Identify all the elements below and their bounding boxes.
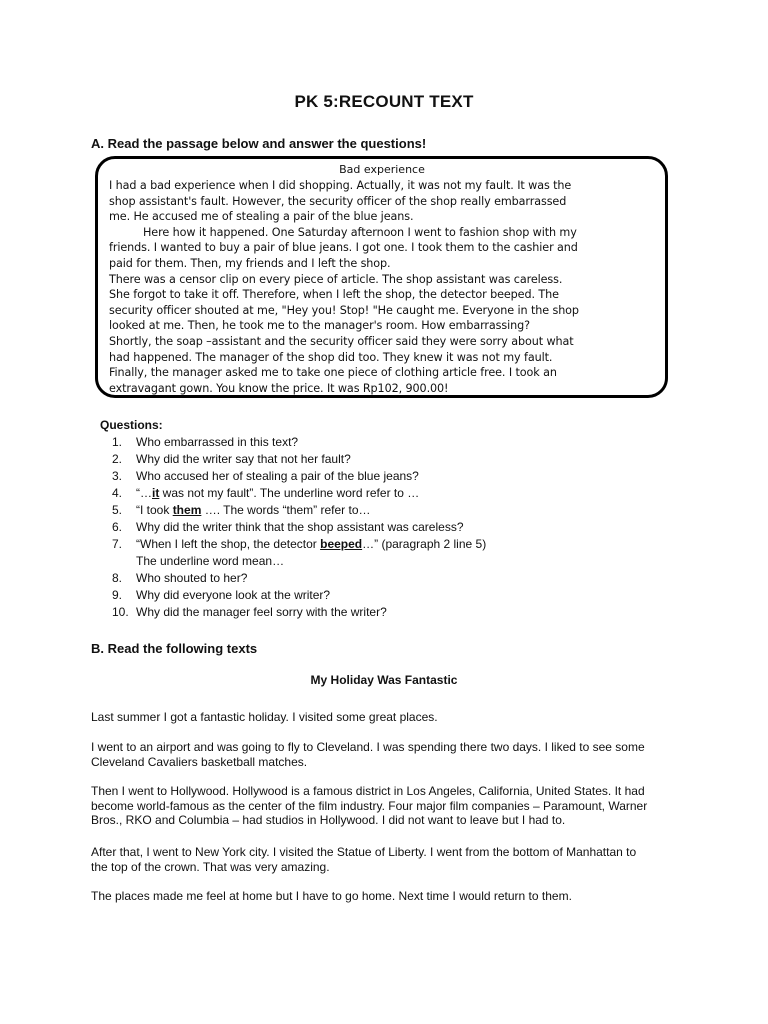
question-text-pre: “… bbox=[136, 486, 152, 500]
question-text: Who shouted to her? bbox=[136, 571, 248, 585]
question-item bbox=[112, 604, 486, 621]
paragraph-line: Then I went to Hollywood. Hollywood is a famous district in Los Angeles, California, United States. It had bbox=[91, 784, 645, 798]
paragraph-line: the top of the crown. That was very amazing. bbox=[91, 859, 330, 874]
story-paragraph bbox=[91, 740, 691, 769]
question-text-post: …. The words “them” refer to… bbox=[201, 503, 371, 517]
question-text-pre: “When I left the shop, the detector bbox=[136, 537, 321, 551]
paragraph-line: Last summer I got a fantastic holiday. I visited some great places. bbox=[91, 710, 438, 724]
paragraph-line: become world-famous as the center of the film industry. Four major film companies – Paramount, Warner bbox=[91, 798, 648, 813]
question-item bbox=[112, 451, 486, 468]
paragraph-line: The places made me feel at home but I have to go home. Next time I would return to them. bbox=[91, 889, 572, 903]
question-text: Why did the writer think that the shop assistant was careless? bbox=[136, 520, 464, 534]
paragraph-line: I went to an airport and was going to fly to Cleveland. I was spending there two days. I liked to see some bbox=[91, 740, 645, 754]
question-item bbox=[112, 485, 486, 502]
question-number: 2. bbox=[112, 452, 123, 466]
passage-line: had happened. The manager of the shop did too. They knew it was not my fault. bbox=[109, 350, 553, 364]
passage-line: There was a censor clip on every piece of article. The shop assistant was careless. bbox=[109, 272, 563, 286]
story-paragraph bbox=[91, 889, 691, 904]
questions-list bbox=[112, 434, 486, 621]
questions-heading: Questions: bbox=[100, 418, 163, 432]
passage-line: She forgot to take it off. Therefore, when I left the shop, the detector beeped. The bbox=[109, 288, 559, 302]
passage-line: I had a bad experience when I did shopping. Actually, it was not my fault. It was the bbox=[109, 179, 572, 192]
question-text-pre: “I took bbox=[136, 503, 173, 517]
question-text: Who accused her of stealing a pair of the blue jeans? bbox=[136, 469, 419, 483]
underlined-word: it bbox=[152, 486, 160, 500]
question-text-post: …” (paragraph 2 line 5) bbox=[362, 537, 487, 551]
passage-line: Finally, the manager asked me to take one piece of clothing article free. I took an bbox=[109, 366, 557, 380]
underlined-word: beeped bbox=[320, 537, 363, 551]
story-title: My Holiday Was Fantastic bbox=[310, 673, 458, 687]
question-text: Who embarrassed in this text? bbox=[136, 435, 299, 449]
question-item bbox=[112, 519, 486, 536]
question-number: 1. bbox=[112, 435, 123, 449]
passage-line: shop assistant's fault. However, the security officer of the shop really embarrassed bbox=[109, 194, 567, 208]
passage-line: friends. I wanted to buy a pair of blue jeans. I got one. I took them to the cashier and bbox=[109, 241, 578, 255]
paragraph-line: Cleveland Cavaliers basketball matches. bbox=[91, 754, 308, 769]
page-title: PK 5:RECOUNT TEXT bbox=[294, 92, 474, 111]
passage-line: Here how it happened. One Saturday afternoon I went to fashion shop with my bbox=[143, 225, 577, 239]
question-number: 8. bbox=[112, 571, 123, 585]
question-number: 4. bbox=[112, 486, 123, 500]
question-number: 9. bbox=[112, 588, 123, 602]
question-text: Why did everyone look at the writer? bbox=[136, 588, 331, 602]
question-item bbox=[112, 434, 486, 451]
passage-line: Shortly, the soap –assistant and the security officer said they were sorry about what bbox=[109, 334, 574, 348]
story-paragraph bbox=[91, 845, 691, 874]
question-text: Why did the manager feel sorry with the writer? bbox=[136, 605, 387, 619]
passage-line: me. He accused me of stealing a pair of the blue jeans. bbox=[109, 210, 414, 224]
section-a-heading: A. Read the passage below and answer the questions! bbox=[91, 136, 427, 151]
question-continuation: The underline word mean… bbox=[136, 554, 285, 568]
story-paragraph bbox=[91, 784, 691, 828]
passage-line: paid for them. Then, my friends and I left the shop. bbox=[109, 256, 391, 270]
question-text: Why did the writer say that not her fault? bbox=[136, 452, 351, 466]
paragraph-line: Bros., RKO and Columbia – had studios in Hollywood. I did not want to leave but I had to. bbox=[91, 813, 566, 827]
section-b-heading: B. Read the following texts bbox=[91, 641, 258, 656]
story-paragraph bbox=[91, 710, 691, 725]
question-item bbox=[112, 536, 486, 553]
passage-title: Bad experience bbox=[339, 163, 425, 176]
passage-line: looked at me. Then, he took me to the manager's room. How embarrassing? bbox=[109, 319, 530, 333]
question-item bbox=[112, 468, 486, 485]
question-number: 3. bbox=[112, 469, 123, 483]
passage-line: security officer shouted at me, "Hey you! Stop! "He caught me. Everyone in the shop bbox=[109, 303, 579, 317]
question-number: 6. bbox=[112, 520, 123, 534]
passage-line: extravagant gown. You know the price. It was Rp102, 900.00! bbox=[109, 381, 449, 395]
question-number: 5. bbox=[112, 503, 123, 517]
paragraph-line: After that, I went to New York city. I visited the Statue of Liberty. I went from the bottom of Manhattan to bbox=[91, 845, 637, 859]
question-number: 7. bbox=[112, 537, 123, 551]
question-number: 10. bbox=[112, 605, 129, 619]
question-item bbox=[112, 570, 486, 587]
question-item bbox=[112, 587, 486, 604]
underlined-word: them bbox=[172, 503, 202, 517]
passage-box bbox=[95, 156, 668, 398]
question-text-post: was not my fault”. The underline word refer to … bbox=[159, 486, 420, 500]
question-item bbox=[112, 502, 486, 519]
